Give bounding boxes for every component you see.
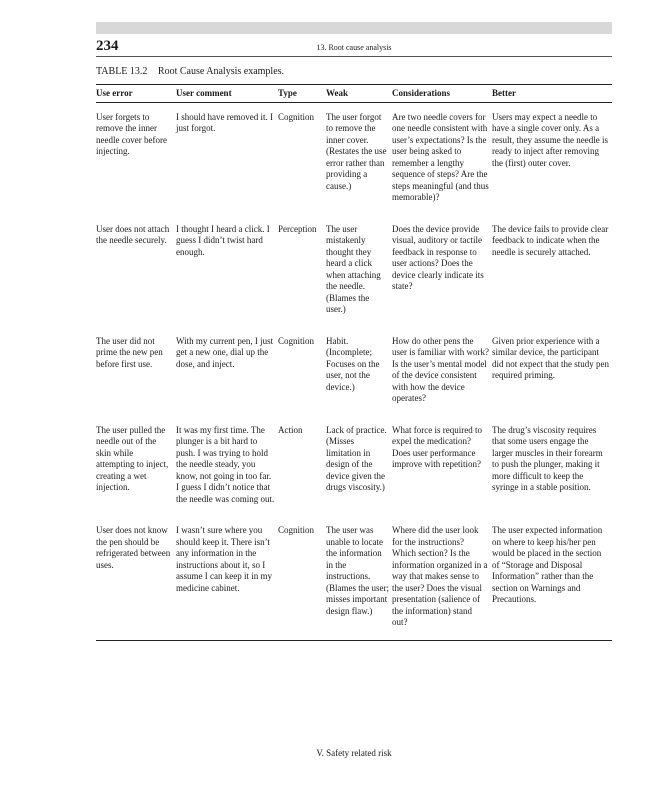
cell-type: Cognition	[278, 111, 315, 122]
table-title: Root Cause Analysis examples.	[157, 66, 285, 77]
cell-user-comment: With my current pen, I just get a new one, dial up the dose, and inject.	[176, 335, 274, 369]
cell-use-error: User does not know the pen should be refrigerated between uses.	[96, 516, 176, 640]
cell-better: Users may expect a needle to have a single cover only. As a result, they assume the needle is ready to inject after removing the (first) outer cover.	[492, 111, 608, 168]
cell-better: The user expected information on where to keep his/her pen would be placed in the section of “Storage and Disposal Information” rather than the section on Warnings and Precautions.	[492, 516, 612, 640]
page-footer: V. Safety related risk	[316, 748, 392, 758]
cell-weak: Lack of practice. (Misses limitation in design of the device given the drugs viscosity.)	[326, 424, 387, 492]
cell-type: Cognition	[278, 516, 326, 640]
cell-type: Cognition	[278, 335, 315, 346]
table-label: TABLE 13.2	[96, 66, 148, 77]
cell-weak: The user was unable to locate the information in the instructions. (Blames the user; misses important design flaw.)	[326, 516, 392, 640]
cell-user-comment: It was my first time. The plunger is a bit hard to push. I was trying to hold the needle steady, you know, not going in too far. I guess I didn’t notice that the needle was coming out.	[176, 424, 275, 504]
root-cause-table	[96, 84, 612, 641]
col-header-type: Type	[278, 85, 326, 103]
col-header-use-error: Use error	[96, 85, 176, 103]
table-row	[96, 416, 612, 517]
running-head: 13. Root cause analysis	[316, 43, 392, 52]
cell-user-comment: I wasn’t sure where you should keep it. There isn’t any information in the instructions about it, so I assume I can keep it in my medicine cabinet.	[176, 516, 278, 640]
cell-considerations: Where did the user look for the instructions? Which section? Is the information organized in a way that makes sense to the user? Does the visual presentation (salience of the information) stand out?	[392, 516, 492, 640]
cell-considerations: Are two needle covers for one needle consistent with user’s expectations? Is the user being asked to remember a lengthy sequence of steps? Are the steps meaningful (and thus memorable)?	[392, 111, 489, 202]
col-header-considerations: Considerations	[392, 85, 492, 103]
cell-weak: The user mistakenly thought they heard a click when attaching the needle. (Blames the user.)	[326, 223, 381, 314]
cell-considerations: Does the device provide visual, auditory or tactile feedback in response to user actions? Does the device clearly indicate its state?	[392, 223, 484, 291]
cell-considerations: How do other pens the user is familiar with work? Is the user’s mental model of the device consistent with how the device operates?	[392, 335, 489, 403]
cell-better: Given prior experience with a similar device, the participant did not expect that the study pen required priming.	[492, 335, 609, 380]
table-row	[96, 516, 612, 640]
cell-user-comment: I thought I heard a click. I guess I didn’t twist hard enough.	[176, 223, 270, 257]
table-header-row	[96, 85, 612, 103]
cell-better: The drug’s viscosity requires that some users engage the larger muscles in their forearm to push the plunger, making it more difficult to keep the syringe in a stable position.	[492, 424, 603, 492]
col-header-better: Better	[492, 85, 612, 103]
cell-type: Action	[278, 424, 303, 435]
cell-better: The device fails to provide clear feedback to indicate when the needle is securely attached.	[492, 223, 609, 257]
header-rule	[96, 56, 612, 57]
table-row	[96, 327, 612, 416]
cell-type: Perception	[278, 223, 317, 234]
cell-weak: Habit. (Incomplete; Focuses on the user, not the device.)	[326, 335, 380, 392]
page-number: 234	[96, 38, 119, 54]
table-caption	[96, 66, 284, 77]
table-row	[96, 102, 612, 215]
cell-user-comment: I should have removed it. I just forgot.	[176, 111, 273, 133]
cell-use-error: The user pulled the needle out of the skin while attempting to inject, creating a wet injection.	[96, 424, 169, 492]
cell-use-error: The user did not prime the new pen before first use.	[96, 335, 163, 369]
cell-weak: The user forgot to remove the inner cover. (Restates the use error rather than providing a cause.)	[326, 111, 387, 191]
col-header-weak: Weak	[326, 85, 392, 103]
col-header-user-comment: User comment	[176, 85, 278, 103]
header-bar	[96, 22, 612, 34]
table-row	[96, 215, 612, 327]
cell-use-error: User forgets to remove the inner needle cover before injecting.	[96, 111, 167, 156]
cell-considerations: What force is required to expel the medication? Does user performance improve with repetition?	[392, 424, 482, 469]
cell-use-error: User does not attach the needle securely.	[96, 223, 170, 245]
